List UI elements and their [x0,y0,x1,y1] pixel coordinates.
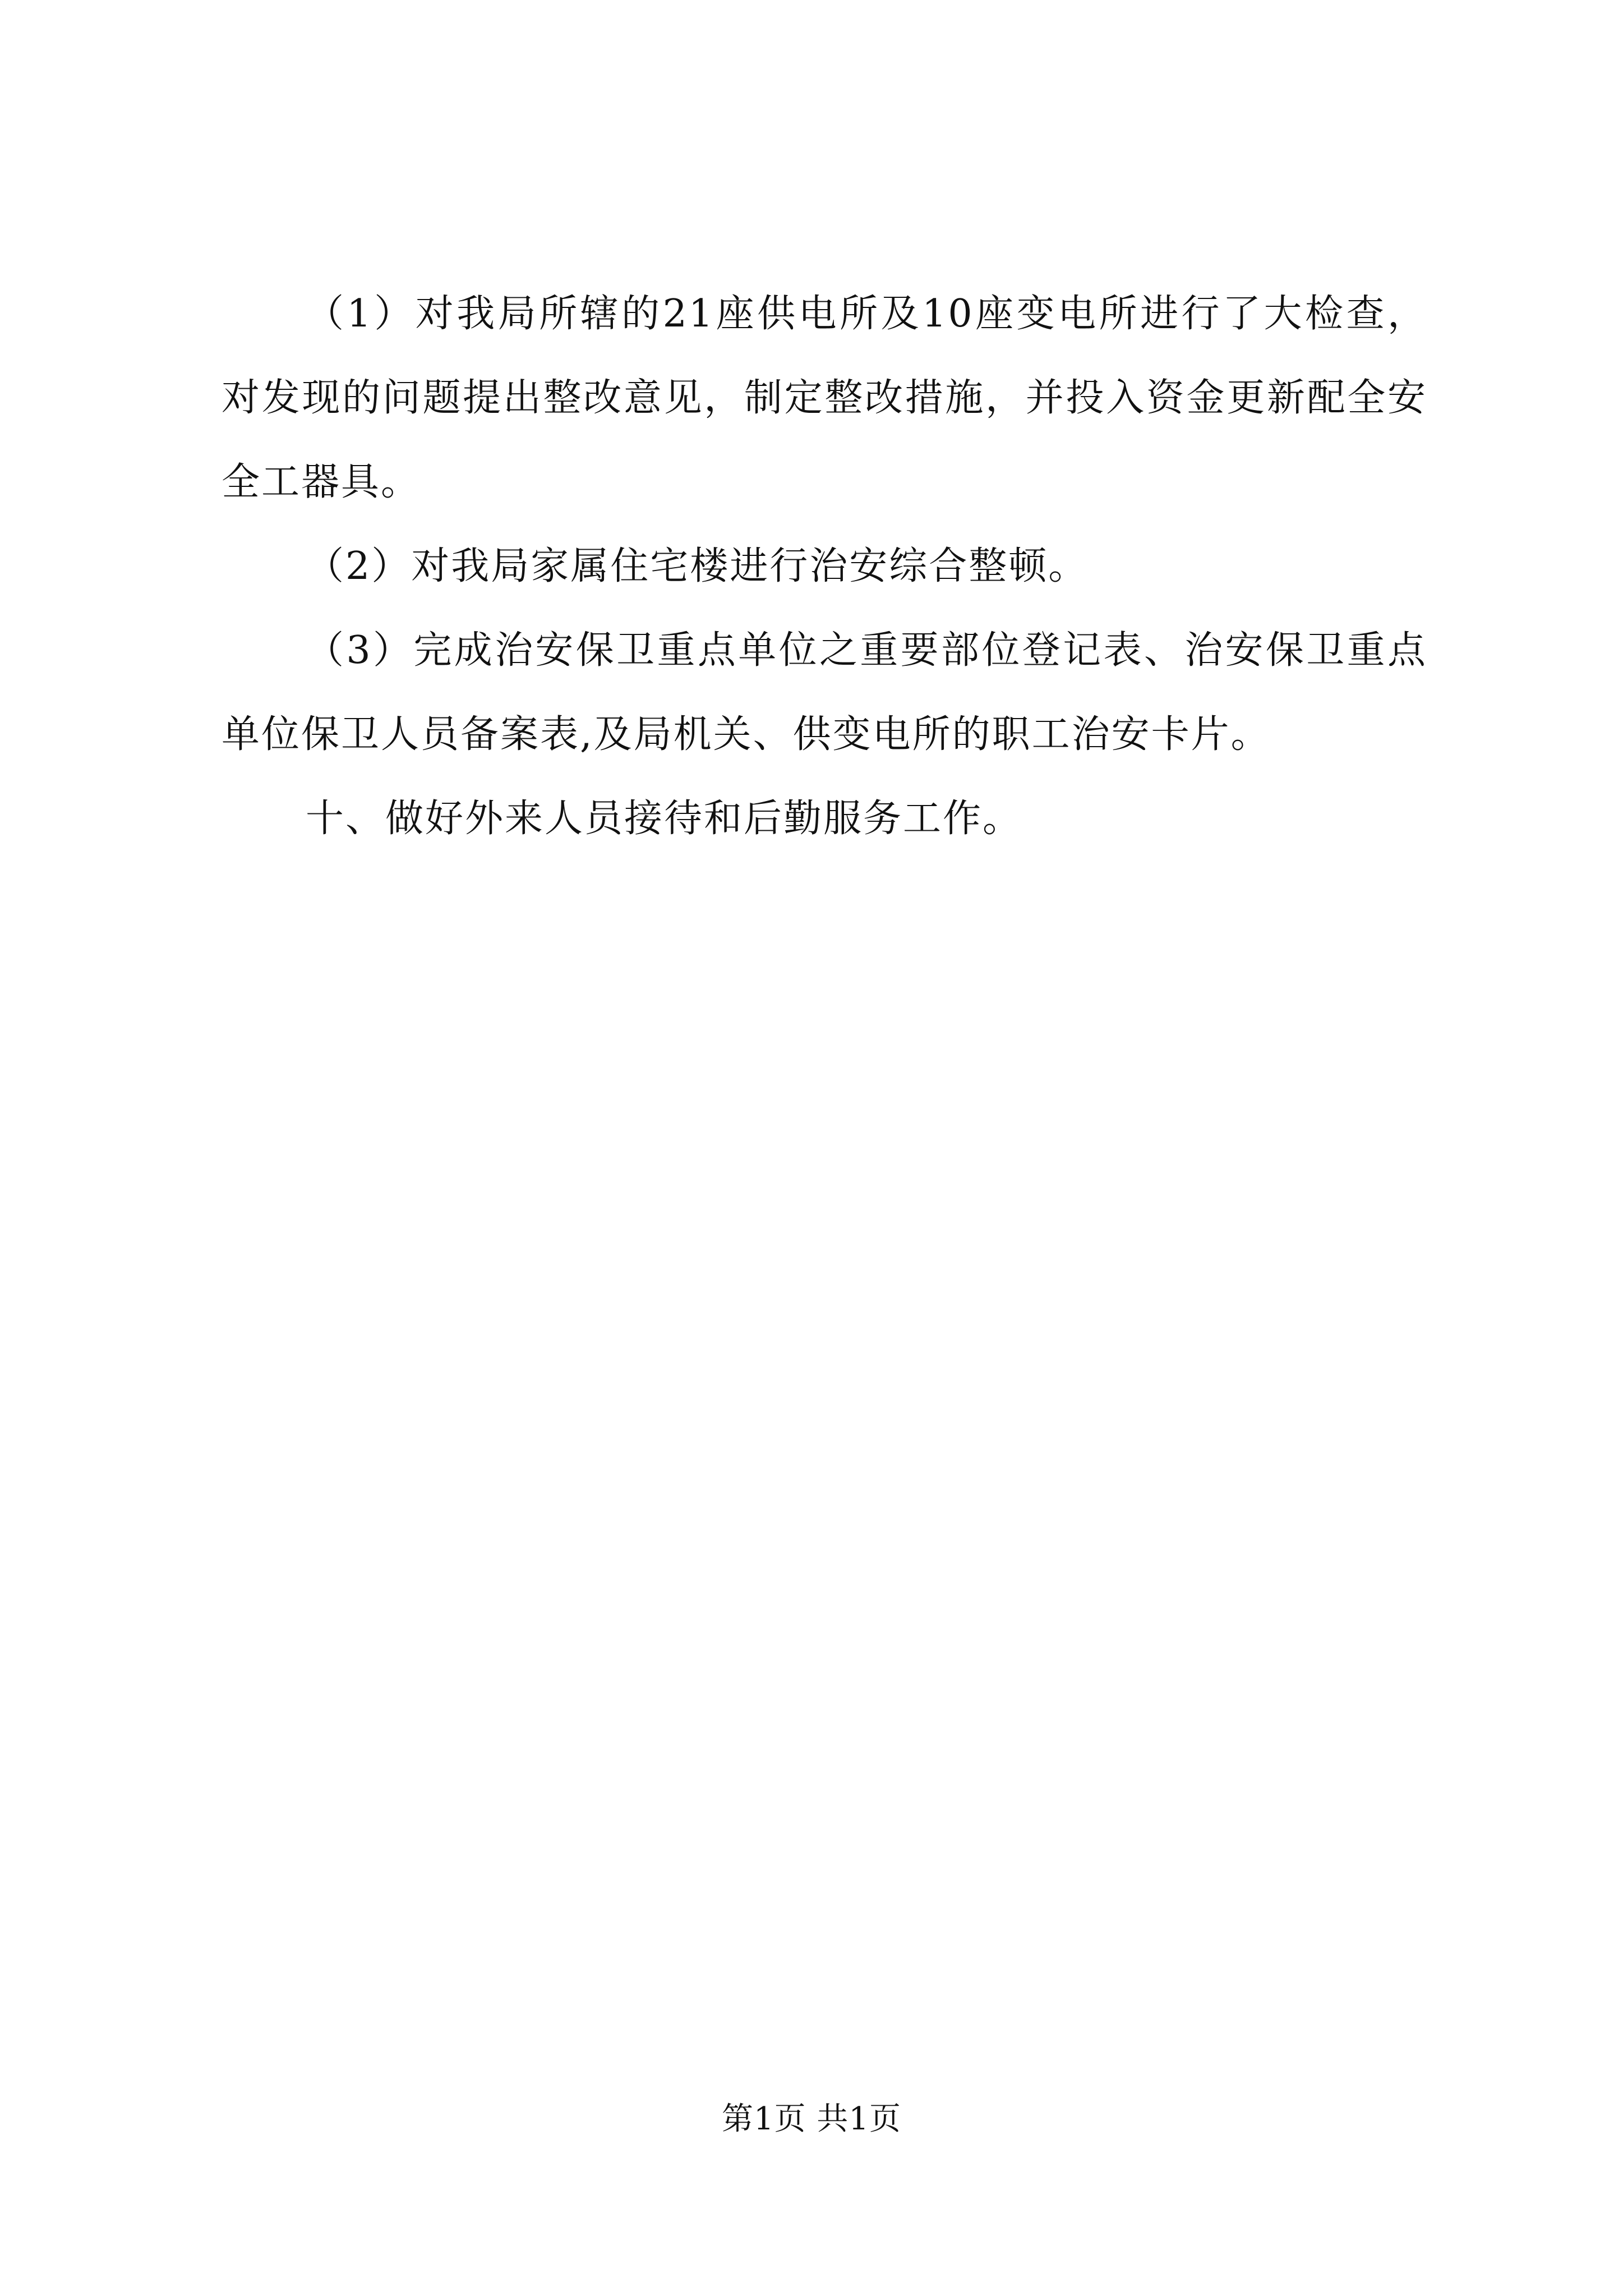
document-body [222,272,1427,861]
paragraph-registration-forms: （3）完成治安保卫重点单位之重要部位登记表、治安保卫重点单位保卫人员备案表,及局机关、供变电所的职工治安卡片。 [222,628,1427,757]
page-footer: 第1页 共1页 [721,2101,902,2137]
paragraph-inspection: （1）对我局所辖的21座供电所及10座变电所进行了大检查，对发现的问题提出整改意见，制定整改措施，并投入资金更新配全安全工器具。 [222,292,1427,504]
paragraph-residential-security: （2）对我局家属住宅楼进行治安综合整顿。 [306,544,1089,588]
paragraph-reception-services: 十、做好外来人员接待和后勤服务工作。 [306,797,1023,841]
